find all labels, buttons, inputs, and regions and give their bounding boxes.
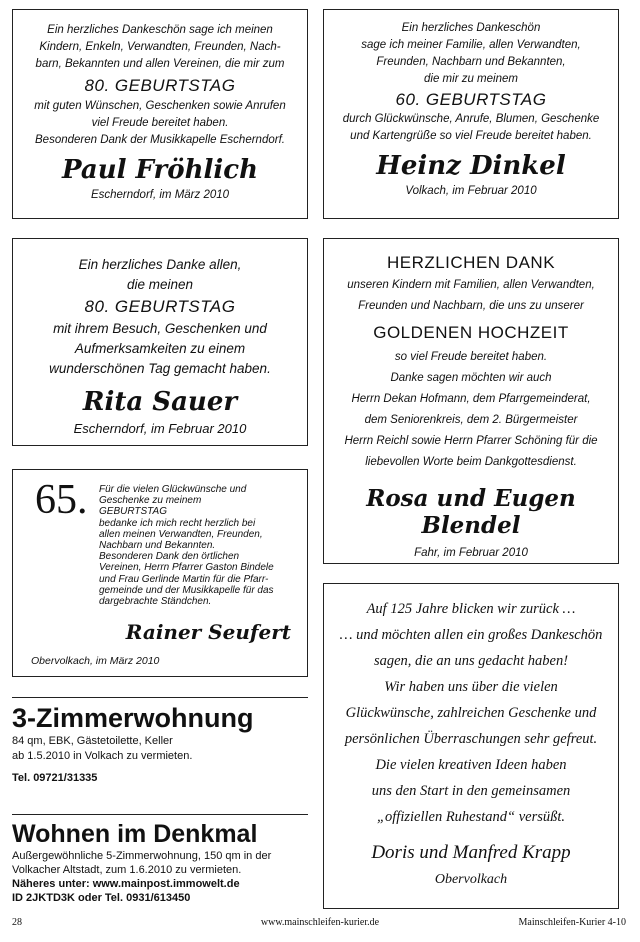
ad-text-line: Ein herzliches Dankeschön sage ich meinen — [47, 24, 273, 36]
ad-text-line: Besonderen Dank den örtlichen — [99, 551, 240, 563]
ad-text-line: gemeinde und der Musikkapelle für das — [99, 584, 274, 596]
ad-text-line: und Frau Gerlinde Martin für die Pfarr- — [99, 573, 269, 585]
ad-text-line: Freunden, Nachbarn und Bekannten, — [376, 56, 566, 68]
ad-text-line: Aufmerksamkeiten zu einem — [74, 341, 246, 356]
ad-text-line: Wir haben uns über die vielen — [384, 679, 558, 695]
ad-headline: 80. GEBURTSTAG — [84, 297, 236, 316]
ad-text-line: sagen, die an uns gedacht haben! — [373, 653, 569, 669]
ad-text-line: bedanke ich mich recht herzlich bei — [99, 517, 256, 529]
page-number: 28 — [12, 917, 22, 928]
classified-line: Außergewöhnliche 5-Zimmerwohnung, 150 qm in der — [12, 850, 272, 862]
classified-wohnen-im-denkmal — [12, 819, 312, 905]
place-date: Volkach, im Februar 2010 — [405, 185, 537, 197]
ad-heinz-dinkel — [323, 9, 619, 219]
ad-text-line: mit ihrem Besuch, Geschenken und — [53, 321, 267, 336]
place-date: Obervolkach, im März 2010 — [31, 655, 160, 667]
signature: Paul Fröhlich — [62, 155, 258, 185]
ad-text-line: Herrn Dekan Hofmann, dem Pfarrgemeinderat, — [351, 393, 591, 405]
ad-text-line: Vereinen, Herrn Pfarrer Gaston Bindele — [99, 562, 274, 574]
ad-text-line: uns den Start in den gemeinsamen — [371, 783, 571, 799]
footer-url: www.mainschleifen-kurier.de — [260, 917, 380, 928]
place-date: Obervolkach — [434, 872, 508, 887]
ad-headline: HERZLICHEN DANK — [386, 253, 556, 272]
ad-text-line: die mir zu meinem — [424, 73, 518, 85]
ad-text-line: Herrn Reichl sowie Herrn Pfarrer Schöning für die — [344, 435, 598, 447]
ad-text-line: Geschenke zu meinem — [99, 495, 202, 507]
place-date: Escherndorf, im März 2010 — [90, 189, 230, 201]
classified-line: ab 1.5.2010 in Volkach zu vermieten. — [12, 750, 193, 762]
ad-text-line: wunderschönen Tag gemacht haben. — [49, 361, 271, 376]
classified-line: Volkacher Altstadt, zum 1.6.2010 zu vermieten. — [12, 864, 242, 876]
ad-text-line: dargebrachte Ständchen. — [99, 596, 212, 608]
ad-text-line: Besonderen Dank der Musikkapelle Escherndorf. — [35, 134, 285, 146]
classified-contact: ID 2JKTD3K oder Tel. 0931/613450 — [12, 892, 191, 904]
ad-headline: 80. GEBURTSTAG — [84, 76, 236, 95]
ad-text-line: Ein herzliches Dankeschön — [401, 22, 541, 34]
classified-line: 84 qm, EBK, Gästetoilette, Keller — [12, 735, 173, 747]
divider — [12, 697, 308, 698]
ad-text-line: persönlichen Überraschungen sehr gefreut. — [344, 731, 598, 747]
ad-text-line: mit guten Wünschen, Geschenken sowie Anrufen — [34, 100, 286, 112]
ad-text-line: die meinen — [126, 277, 194, 292]
ad-text-line: liebevollen Worte beim Dankgottesdienst. — [365, 456, 577, 468]
classified-title: Wohnen im Denkmal — [12, 820, 258, 848]
ad-text-line: allen meinen Verwandten, Freunden, — [99, 528, 263, 540]
ad-headline: 60. GEBURTSTAG — [395, 90, 547, 109]
ad-text-line: so viel Freude bereitet haben. — [394, 351, 548, 363]
ad-text-line: unseren Kindern mit Familien, allen Verwandten, — [347, 279, 595, 291]
ad-text-line: Ein herzliches Danke allen, — [78, 257, 242, 272]
classified-contact: Näheres unter: www.mainpost.immowelt.de — [12, 878, 240, 890]
signature: Doris und Manfred Krapp — [371, 842, 571, 863]
signature: Rosa und Eugen Blendel — [366, 485, 576, 539]
signature: Heinz Dinkel — [376, 151, 566, 181]
ad-text-line: sage ich meiner Familie, allen Verwandten, — [361, 39, 581, 51]
place-date: Fahr, im Februar 2010 — [414, 547, 528, 559]
ad-text-line: Danke sagen möchten wir auch — [390, 372, 552, 384]
ad-text-line: … und möchten allen ein großes Dankeschön — [339, 627, 603, 643]
ad-text-line: und Kartengrüße so viel Freude bereitet haben. — [350, 130, 592, 142]
ad-text-line: viel Freude bereitet haben. — [91, 117, 229, 129]
ad-paul-froehlich — [12, 9, 308, 219]
classified-3-zimmerwohnung — [12, 702, 308, 786]
ad-rosa-eugen-blendel — [323, 238, 619, 564]
ad-rainer-seufert — [12, 469, 308, 677]
ad-text-line: GEBURTSTAG — [99, 506, 167, 518]
signature: Rainer Seufert — [125, 620, 291, 644]
ad-text-line: Die vielen kreativen Ideen haben — [375, 757, 567, 773]
ad-text-line: Nachbarn und Bekannten. — [99, 540, 216, 552]
ad-text-line: dem Seniorenkreis, dem 2. Bürgermeister — [364, 414, 578, 426]
ad-headline: GOLDENEN HOCHZEIT — [373, 323, 569, 342]
ad-text-line: Glückwünsche, zahlreichen Geschenke und — [345, 705, 597, 721]
ad-text-line: Kindern, Enkeln, Verwandten, Freunden, Nach- — [39, 41, 281, 53]
ad-text-line: Freunden und Nachbarn, die uns zu unserer — [358, 300, 584, 312]
ad-text-line: Für die vielen Glückwünsche und — [99, 484, 247, 495]
footer-issue: Mainschleifen-Kurier 4-10 — [518, 917, 626, 928]
ad-doris-manfred-krapp — [323, 583, 619, 909]
ad-rita-sauer — [12, 238, 308, 446]
ad-text-line: „offiziellen Ruhestand“ versüßt. — [376, 809, 566, 825]
ad-text-line: barn, Bekannten und allen Vereinen, die mir zum — [35, 58, 285, 70]
classified-phone: Tel. 09721/31335 — [12, 772, 98, 784]
divider — [12, 814, 308, 815]
ad-text-line: durch Glückwünsche, Anrufe, Blumen, Geschenke — [342, 113, 600, 125]
ad-text-line: Auf 125 Jahre blicken wir zurück … — [366, 601, 576, 617]
signature: Rita Sauer — [82, 387, 238, 417]
place-date: Escherndorf, im Februar 2010 — [73, 421, 247, 436]
age-number: 65. — [35, 477, 88, 523]
classified-title: 3-Zimmerwohnung — [12, 703, 254, 733]
